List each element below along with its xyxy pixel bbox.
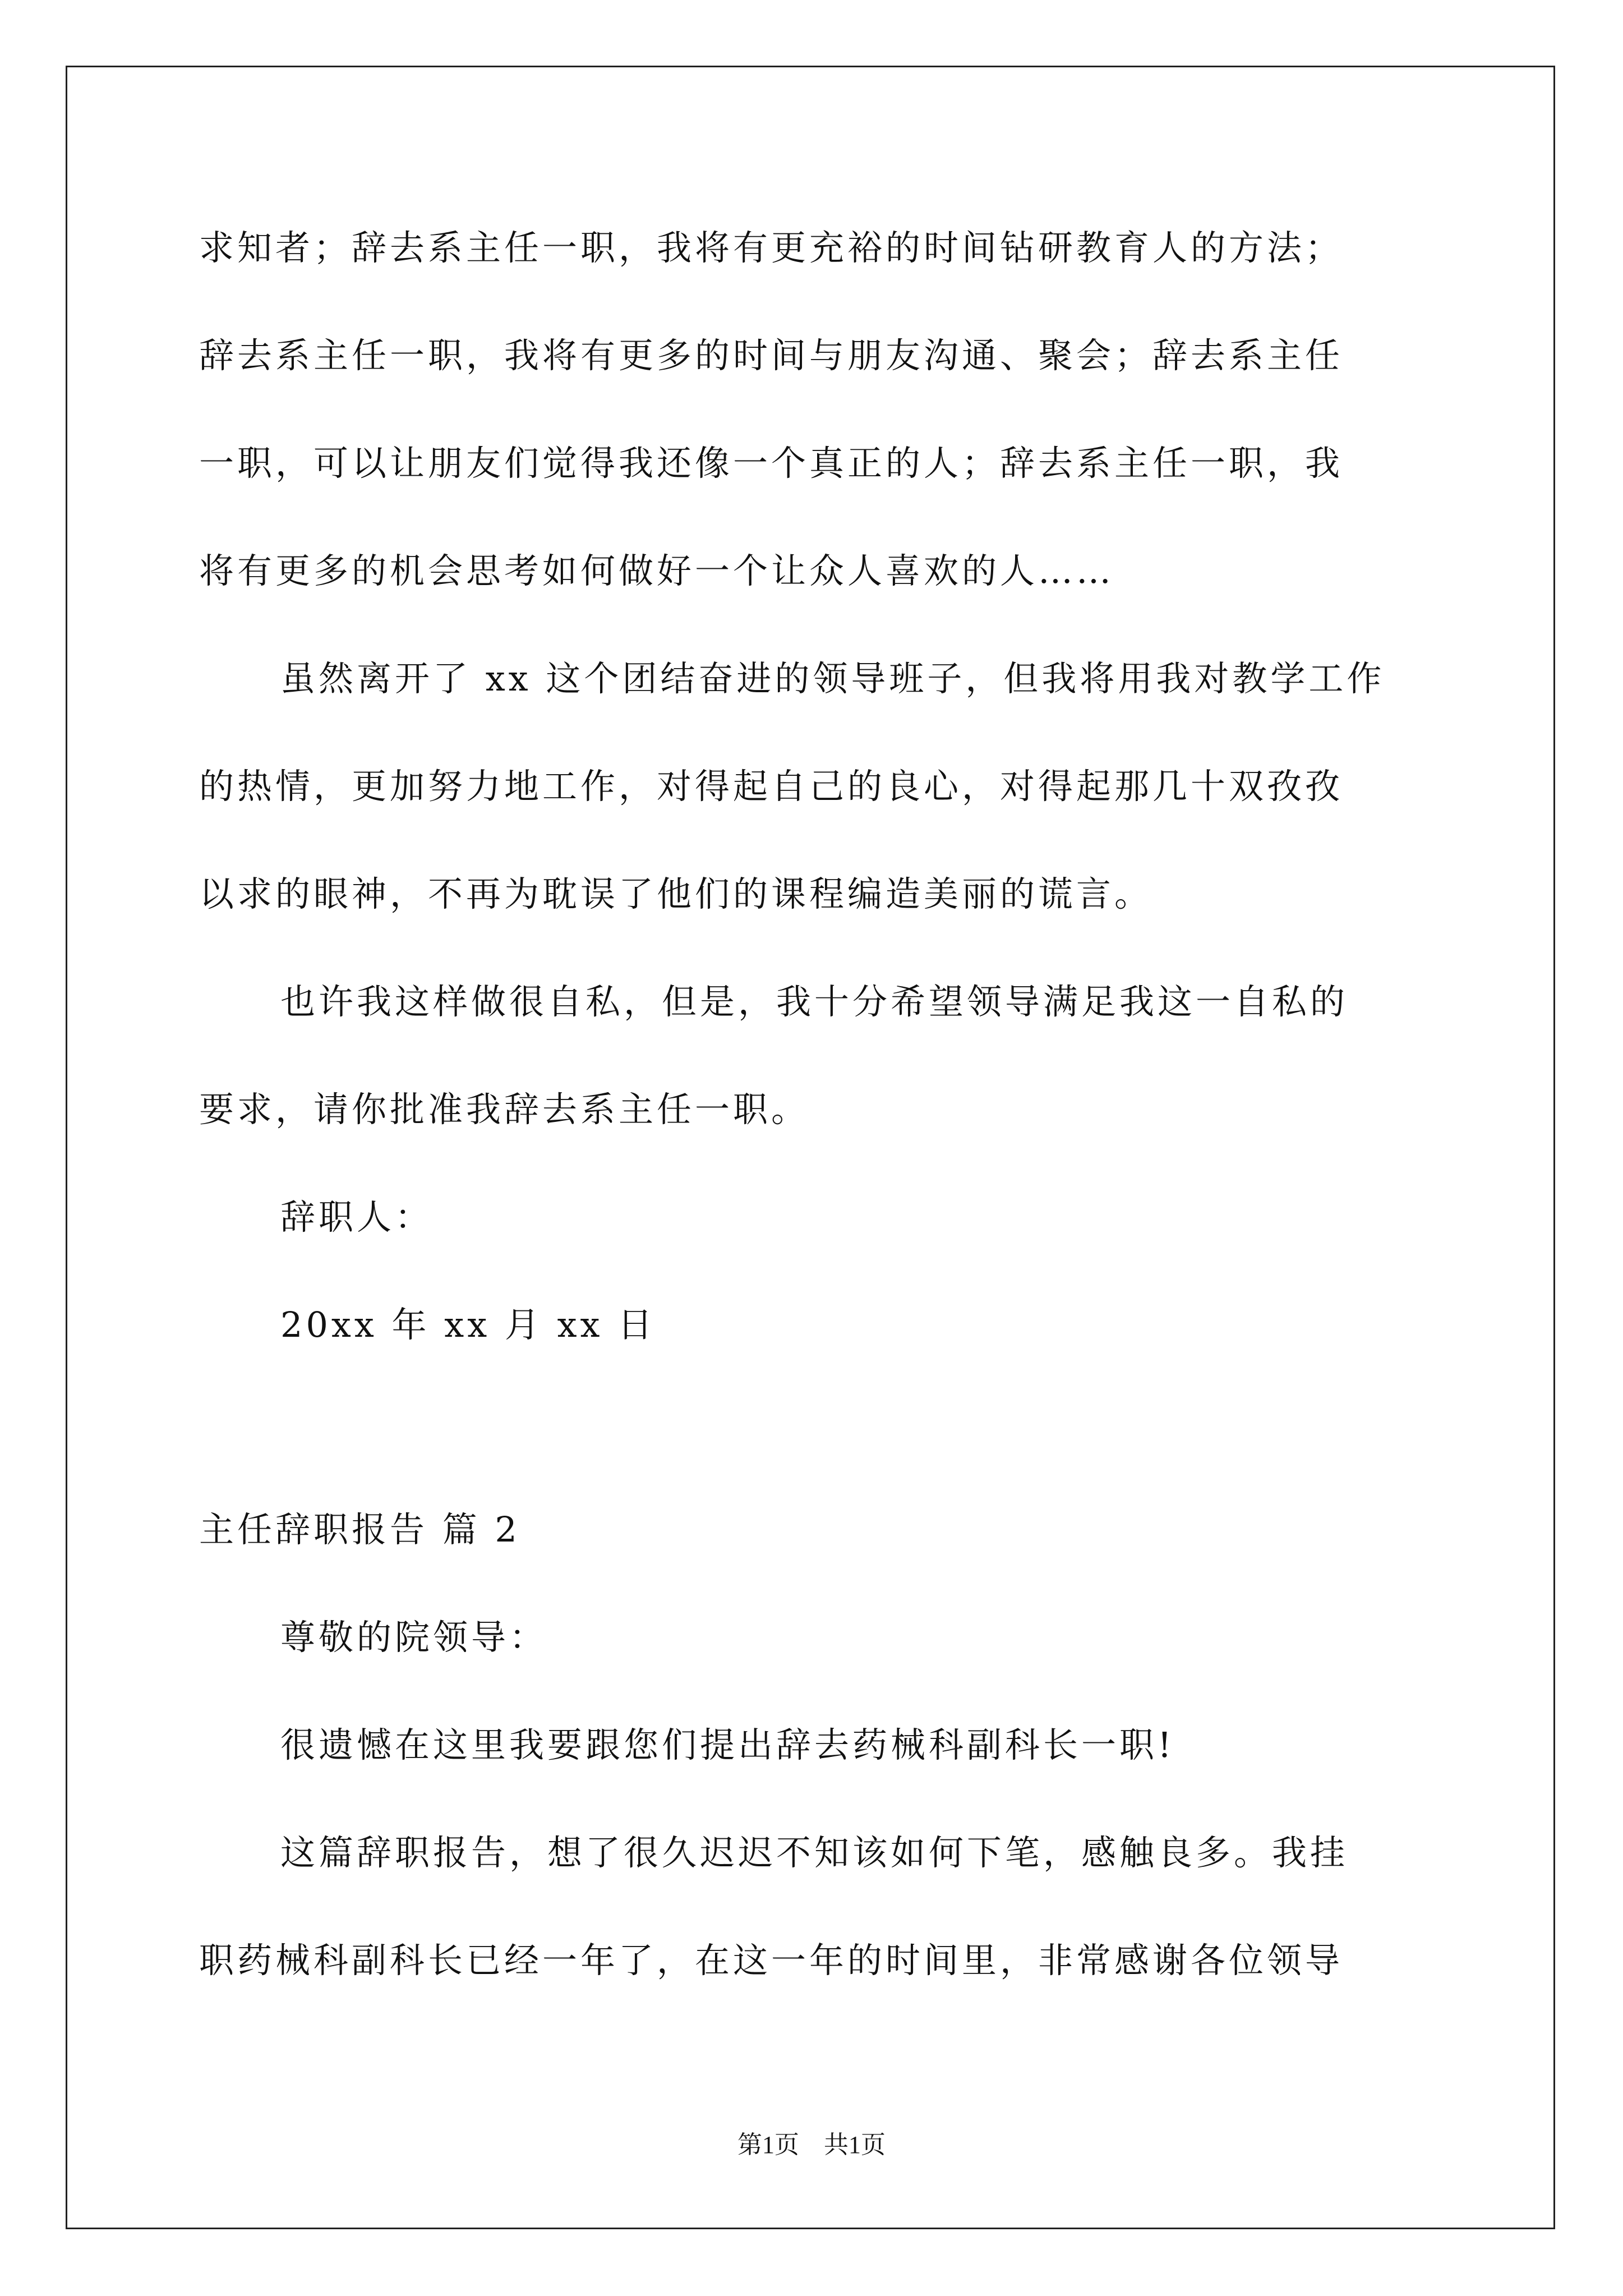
- page-footer: 第1页 共1页: [737, 2131, 886, 2159]
- paragraph-start: 也许我这样做很自私，但是，我十分希望领导满足我这一自私的: [280, 981, 1349, 1022]
- paragraph-start: 这篇辞职报告，想了很久迟迟不知该如何下笔，感触良多。我挂: [280, 1832, 1349, 1873]
- salutation: 尊敬的院领导：: [280, 1617, 548, 1658]
- body-line: 以求的眼神，不再为耽误了他们的课程编造美丽的谎言。: [199, 873, 1153, 914]
- section-heading: 主任辞职报告 篇 2: [199, 1509, 520, 1550]
- body-line: 将有更多的机会思考如何做好一个让众人喜欢的人……: [199, 550, 1115, 591]
- page-border: [66, 66, 1555, 2229]
- body-line: 的热情，更加努力地工作，对得起自己的良心，对得起那几十双孜孜: [199, 766, 1344, 807]
- signature-label: 辞职人：: [280, 1197, 434, 1237]
- body-line: 要求，请你批准我辞去系主任一职。: [199, 1089, 810, 1130]
- body-line: 辞去系主任一职，我将有更多的时间与朋友沟通、聚会；辞去系主任: [199, 335, 1344, 376]
- body-line: 一职，可以让朋友们觉得我还像一个真正的人；辞去系主任一职，我: [199, 443, 1344, 484]
- paragraph-start: 很遗憾在这里我要跟您们提出辞去药械科副科长一职!: [280, 1724, 1175, 1765]
- paragraph-start: 虽然离开了 xx 这个团结奋进的领导班子，但我将用我对教学工作: [280, 658, 1385, 699]
- body-line: 职药械科副科长已经一年了，在这一年的时间里，非常感谢各位领导: [199, 1940, 1344, 1981]
- date-line: 20xx 年 xx 月 xx 日: [280, 1304, 656, 1345]
- body-line: 求知者；辞去系主任一职，我将有更充裕的时间钻研教育人的方法；: [199, 227, 1344, 268]
